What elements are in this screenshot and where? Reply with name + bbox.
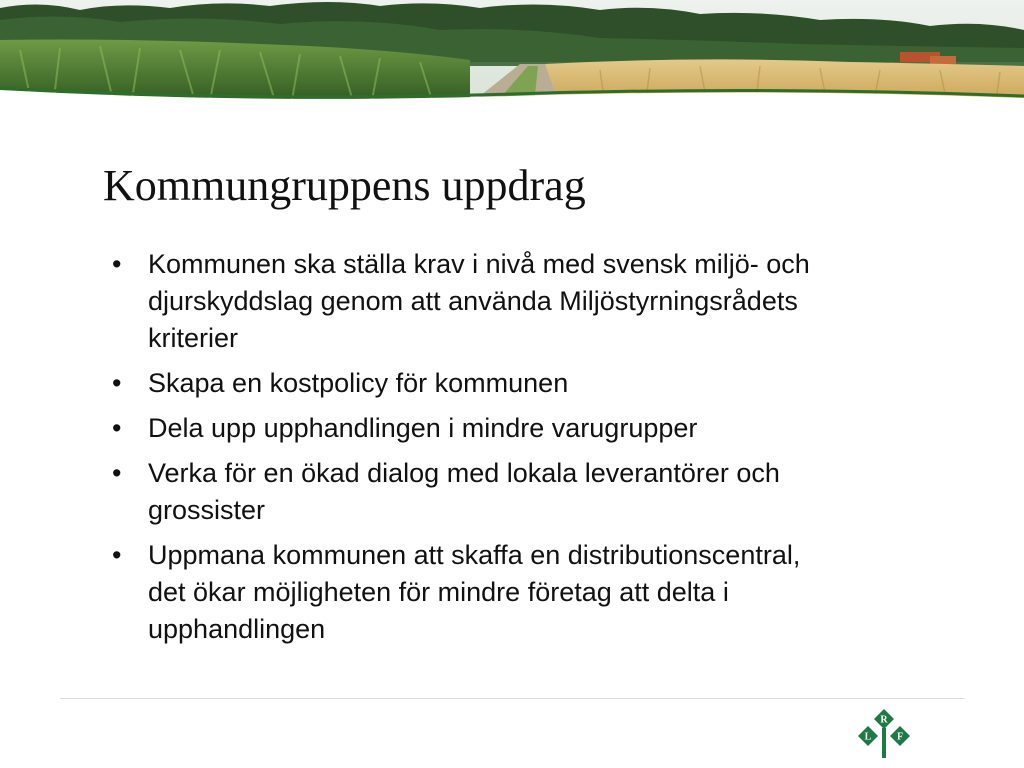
logo-letter-f: F: [896, 731, 904, 743]
header-field-photo: [0, 0, 1024, 104]
slide-title: Kommungruppens uppdrag: [103, 161, 586, 210]
bullet-item: [112, 246, 812, 357]
bullet-text: Skapa en kostpolicy för kommunen: [148, 368, 569, 398]
bullet-list: [112, 246, 812, 656]
bullet-dot: •: [112, 368, 122, 398]
bullet-item: [112, 537, 812, 648]
bullet-text: Verka för en ökad dialog med lokala leverantörer och grossister: [148, 458, 780, 525]
bullet-item: [112, 410, 812, 447]
bullet-text: Dela upp upphandlingen i mindre varugrupper: [148, 413, 698, 443]
footer-divider: [60, 698, 965, 699]
bullet-text: Kommunen ska ställa krav i nivå med svensk miljö- och djurskyddslag genom att använda Miljöstyrningsrådets kriterier: [148, 249, 810, 353]
bullet-item: [112, 455, 812, 529]
bullet-dot: •: [112, 458, 122, 488]
bullet-text: Uppmana kommunen att skaffa en distributionscentral, det ökar möjligheten för mindre företag att delta i upphandlingen: [148, 540, 801, 644]
bullet-dot: •: [112, 540, 122, 570]
logo-letter-l: L: [864, 731, 872, 743]
lrf-logo: [856, 708, 912, 760]
logo-letter-r: R: [880, 714, 888, 726]
bullet-item: [112, 365, 812, 402]
bullet-dot: •: [112, 413, 122, 443]
bullet-dot: •: [112, 249, 122, 279]
